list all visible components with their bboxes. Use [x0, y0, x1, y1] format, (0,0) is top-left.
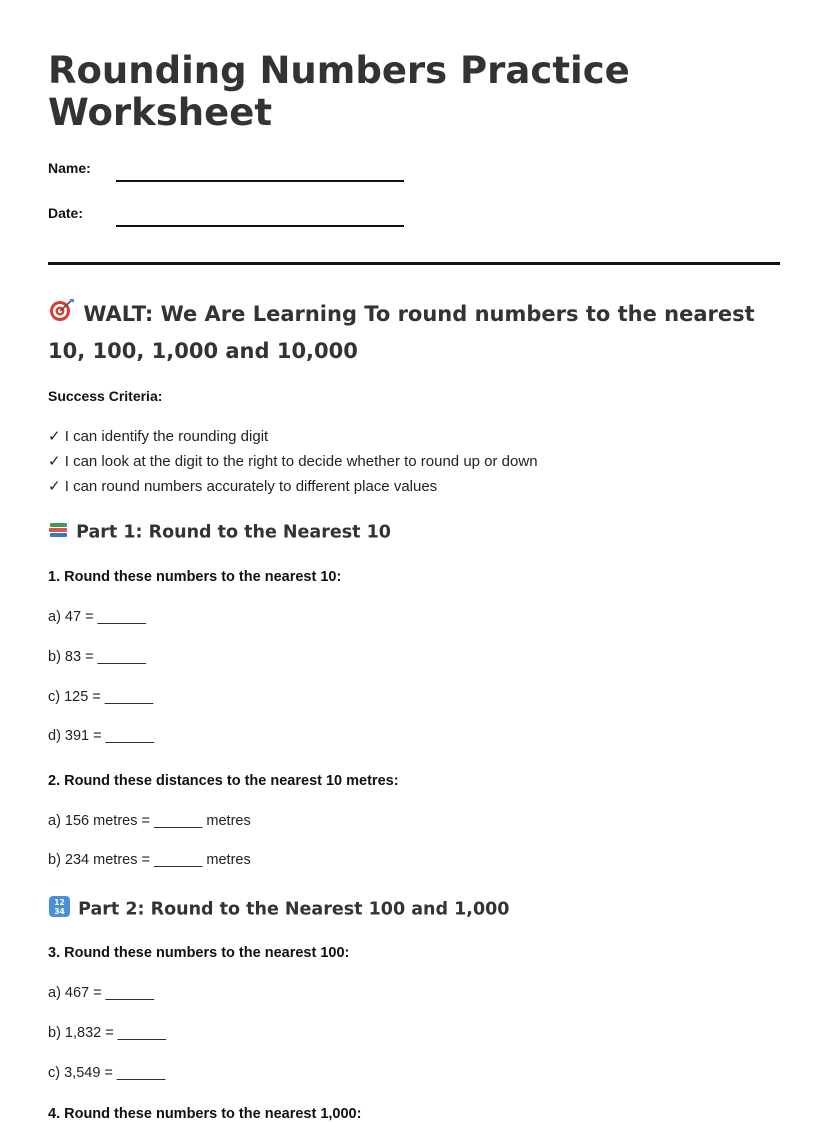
- answer-item: a) 47 = ______: [48, 609, 146, 625]
- criteria-item: ✓ I can look at the digit to the right to decide whether to round up or down: [48, 453, 538, 470]
- walt-heading: [48, 296, 780, 369]
- part1-heading: [48, 520, 391, 545]
- svg-text:34: 34: [54, 907, 65, 916]
- target-icon: [48, 297, 76, 333]
- numbers-icon: [48, 896, 72, 923]
- criteria-item: ✓ I can identify the rounding digit: [48, 428, 269, 445]
- name-label: Name:: [48, 160, 91, 176]
- date-field-line[interactable]: [116, 225, 404, 227]
- question-3: 3. Round these numbers to the nearest 100:: [48, 945, 350, 961]
- criteria-item: ✓ I can round numbers accurately to different place values: [48, 478, 438, 495]
- answer-item: b) 1,832 = ______: [48, 1025, 167, 1041]
- header-divider: [48, 262, 780, 265]
- answer-item: c) 125 = ______: [48, 689, 154, 705]
- answer-item: b) 234 metres = ______ metres: [48, 852, 251, 868]
- svg-text:12: 12: [54, 898, 65, 907]
- success-criteria-title: Success Criteria:: [48, 388, 163, 404]
- part2-heading: [48, 896, 509, 923]
- answer-item: a) 467 = ______: [48, 985, 155, 1001]
- question-1: 1. Round these numbers to the nearest 10:: [48, 569, 342, 585]
- question-4: 4. Round these numbers to the nearest 1,000:: [48, 1106, 362, 1122]
- answer-item: c) 3,549 = ______: [48, 1065, 166, 1081]
- part2-heading-text: Part 2: Round to the Nearest 100 and 1,000: [78, 899, 510, 920]
- part1-heading-text: Part 1: Round to the Nearest 10: [76, 522, 391, 543]
- answer-item: b) 83 = ______: [48, 649, 146, 665]
- walt-text: WALT: We Are Learning To round numbers to the nearest 10, 100, 1,000 and 10,000: [48, 302, 755, 363]
- question-2: 2. Round these distances to the nearest 10 metres:: [48, 773, 399, 789]
- answer-item: d) 391 = ______: [48, 728, 155, 744]
- worksheet-title: Rounding Numbers Practice Worksheet: [48, 49, 630, 134]
- name-field-line[interactable]: [116, 180, 404, 182]
- books-icon: [48, 520, 70, 545]
- answer-item: a) 156 metres = ______ metres: [48, 813, 251, 829]
- date-label: Date:: [48, 205, 84, 221]
